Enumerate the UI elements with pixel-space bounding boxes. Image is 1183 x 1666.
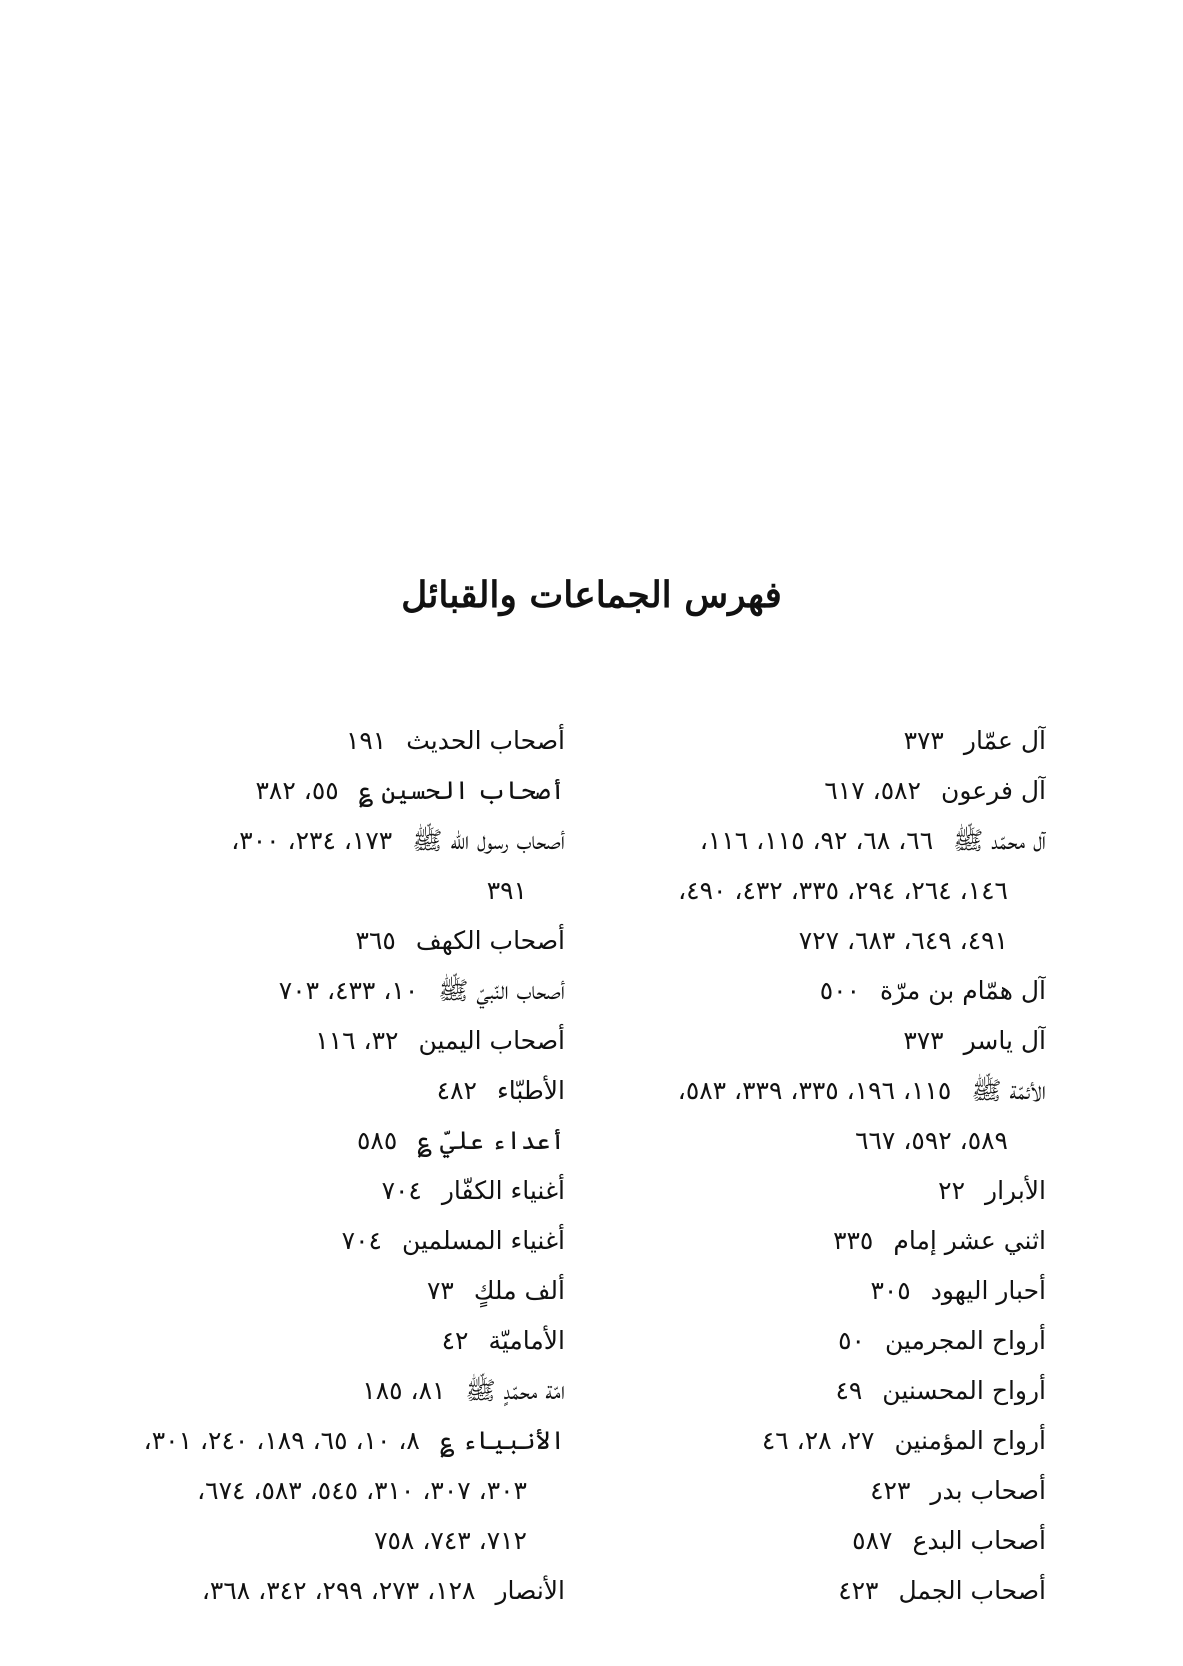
index-entry bbox=[578, 1316, 1046, 1366]
index-entry bbox=[578, 766, 1046, 816]
entry-pages: ٣٠٥ bbox=[870, 1276, 911, 1305]
entry-name: أغنياء المسلمين bbox=[401, 1226, 565, 1255]
entry-pages: ١٩١ bbox=[345, 726, 387, 755]
index-entry bbox=[97, 1566, 565, 1616]
index-entry-continuation bbox=[97, 1516, 565, 1566]
index-entry-continuation bbox=[578, 866, 1046, 916]
index-entry bbox=[578, 1416, 1046, 1466]
entry-pages: ٣٧٣ bbox=[903, 726, 944, 755]
index-entry-continuation bbox=[97, 1466, 565, 1516]
index-entry bbox=[97, 1116, 565, 1166]
entry-pages: ٥٥، ٣٨٢ bbox=[255, 776, 339, 805]
entry-pages: ٤٨٢ bbox=[436, 1076, 477, 1105]
index-entry bbox=[97, 1216, 565, 1266]
entry-pages: ٤٢ bbox=[441, 1326, 469, 1355]
entry-pages: ٢٢ bbox=[938, 1176, 966, 1205]
entry-name: آل ياسر bbox=[963, 1026, 1046, 1055]
entry-pages: ٦٦، ٦٨، ٩٢، ١١٥، ١١٦، bbox=[699, 826, 934, 855]
index-entry bbox=[97, 1166, 565, 1216]
entry-pages: ٤٩ bbox=[835, 1376, 863, 1405]
entry-name: أصحاب الكهف bbox=[415, 926, 565, 955]
index-entry bbox=[578, 1016, 1046, 1066]
entry-name: أحبار اليهود bbox=[930, 1276, 1046, 1305]
index-entry bbox=[97, 966, 565, 1016]
entry-name: امّة محمّدٍ ﷺ bbox=[465, 1376, 565, 1405]
entry-name: الأطبّاء bbox=[496, 1076, 565, 1105]
entry-pages: ٥٠٠ bbox=[819, 976, 861, 1005]
entry-name: آل محمّد ﷺ bbox=[953, 826, 1046, 855]
entry-name: اثني عشر إمام bbox=[893, 1226, 1046, 1255]
entry-pages: ١٤٦، ٢٦٤، ٢٩٤، ٣٣٥، ٤٣٢، ٤٩٠، bbox=[678, 876, 1008, 905]
entry-name: آل همّام بن مرّة bbox=[880, 976, 1046, 1005]
index-entry bbox=[578, 1466, 1046, 1516]
index-entry bbox=[97, 766, 565, 816]
entry-pages: ٥٨٩، ٥٩٢، ٦٦٧ bbox=[855, 1126, 1008, 1155]
entry-name: أعداء عليّ ؏ bbox=[417, 1126, 565, 1155]
entry-pages: ١١٥، ١٩٦، ٣٣٥، ٣٣٩، ٥٨٣، bbox=[677, 1076, 952, 1105]
entry-name: أرواح المحسنين bbox=[882, 1376, 1046, 1405]
index-column-right bbox=[578, 716, 1046, 1616]
entry-pages: ٥٨٧ bbox=[852, 1526, 893, 1555]
entry-name: أصحاب الحديث bbox=[406, 726, 565, 755]
entry-name: أصحاب اليمين bbox=[418, 1026, 565, 1055]
entry-pages: ٧٣ bbox=[427, 1276, 454, 1305]
index-entry bbox=[97, 1016, 565, 1066]
index-entry bbox=[578, 966, 1046, 1016]
entry-name: أصحاب الجمل bbox=[898, 1576, 1046, 1605]
index-entry bbox=[97, 816, 565, 866]
entry-pages: ٣٢، ١١٦ bbox=[315, 1026, 399, 1055]
index-entry bbox=[97, 1266, 565, 1316]
entry-name: آل عمّار bbox=[963, 726, 1046, 755]
entry-pages: ٥٨٢، ٦١٧ bbox=[824, 776, 921, 805]
index-entry-continuation bbox=[578, 916, 1046, 966]
page-title: فهرس الجماعات والقبائل bbox=[401, 574, 782, 616]
index-entry bbox=[97, 1316, 565, 1366]
entry-name: الأبرار bbox=[985, 1176, 1046, 1205]
index-entry bbox=[578, 716, 1046, 766]
entry-pages: ١٠، ٤٣٣، ٧٠٣ bbox=[278, 976, 419, 1005]
index-column-left bbox=[97, 716, 565, 1616]
entry-pages: ٣٩١ bbox=[486, 876, 527, 905]
index-entry bbox=[578, 1566, 1046, 1616]
index-entry bbox=[578, 1216, 1046, 1266]
entry-pages: ٥٠ bbox=[838, 1326, 865, 1355]
entry-name: أغنياء الكفّار bbox=[441, 1176, 565, 1205]
index-entry-continuation bbox=[578, 1116, 1046, 1166]
index-entry bbox=[578, 1166, 1046, 1216]
entry-name: ألف ملكٍ bbox=[473, 1276, 565, 1305]
entry-pages: ٤٢٣ bbox=[838, 1576, 879, 1605]
entry-name: الأنبياء ؏ bbox=[439, 1426, 565, 1455]
index-entry bbox=[97, 916, 565, 966]
entry-name: أصحاب بدر bbox=[930, 1476, 1046, 1505]
entry-pages: ٧٠٤ bbox=[341, 1226, 382, 1255]
entry-name: الأماميّة bbox=[488, 1326, 565, 1355]
entry-name: الأئمّة ﷺ bbox=[971, 1076, 1046, 1105]
entry-pages: ٣٧٣ bbox=[903, 1026, 944, 1055]
entry-name: الأنصار bbox=[495, 1576, 565, 1605]
index-entry bbox=[97, 716, 565, 766]
index-entry bbox=[97, 1066, 565, 1116]
entry-pages: ٣٦٥ bbox=[355, 926, 396, 955]
index-entry bbox=[578, 1516, 1046, 1566]
entry-pages: ٥٨٥ bbox=[356, 1126, 398, 1155]
index-entry bbox=[97, 1366, 565, 1416]
entry-name: أصحاب البدع bbox=[912, 1526, 1046, 1555]
index-entry-continuation bbox=[97, 866, 565, 916]
index-entry bbox=[578, 1366, 1046, 1416]
entry-pages: ٧٠٤ bbox=[381, 1176, 422, 1205]
index-entry bbox=[578, 816, 1046, 866]
index-entry bbox=[578, 1266, 1046, 1316]
entry-name: أرواح المجرمين bbox=[884, 1326, 1046, 1355]
entry-name: أرواح المؤمنين bbox=[894, 1426, 1046, 1455]
entry-pages: ٧١٢، ٧٤٣، ٧٥٨ bbox=[374, 1526, 527, 1555]
index-entry bbox=[97, 1416, 565, 1466]
entry-pages: ١٢٨، ٢٧٣، ٢٩٩، ٣٤٢، ٣٦٨، bbox=[201, 1576, 476, 1605]
entry-pages: ٢٧، ٢٨، ٤٦ bbox=[761, 1426, 875, 1455]
entry-pages: ١٧٣، ٢٣٤، ٣٠٠، bbox=[231, 826, 393, 855]
entry-name: أصحاب رسول الله ﷺ bbox=[412, 826, 565, 855]
entry-name: آل فرعون bbox=[941, 776, 1046, 805]
entry-pages: ٤٩١، ٦٤٩، ٦٨٣، ٧٢٧ bbox=[798, 926, 1008, 955]
entry-pages: ٤٢٣ bbox=[870, 1476, 911, 1505]
entry-pages: ٣٣٥ bbox=[833, 1226, 874, 1255]
index-entry bbox=[578, 1066, 1046, 1116]
entry-name: أصحاب الحسين ؏ bbox=[358, 776, 565, 805]
entry-pages: ٨، ١٠، ٦٥، ١٨٩، ٢٤٠، ٣٠١، bbox=[143, 1426, 420, 1455]
entry-pages: ٣٠٣، ٣٠٧، ٣١٠، ٥٤٥، ٥٨٣، ٦٧٤، bbox=[197, 1476, 527, 1505]
entry-name: أصحاب النّبيّ ﷺ bbox=[438, 976, 565, 1005]
entry-pages: ٨١، ١٨٥ bbox=[362, 1376, 446, 1405]
